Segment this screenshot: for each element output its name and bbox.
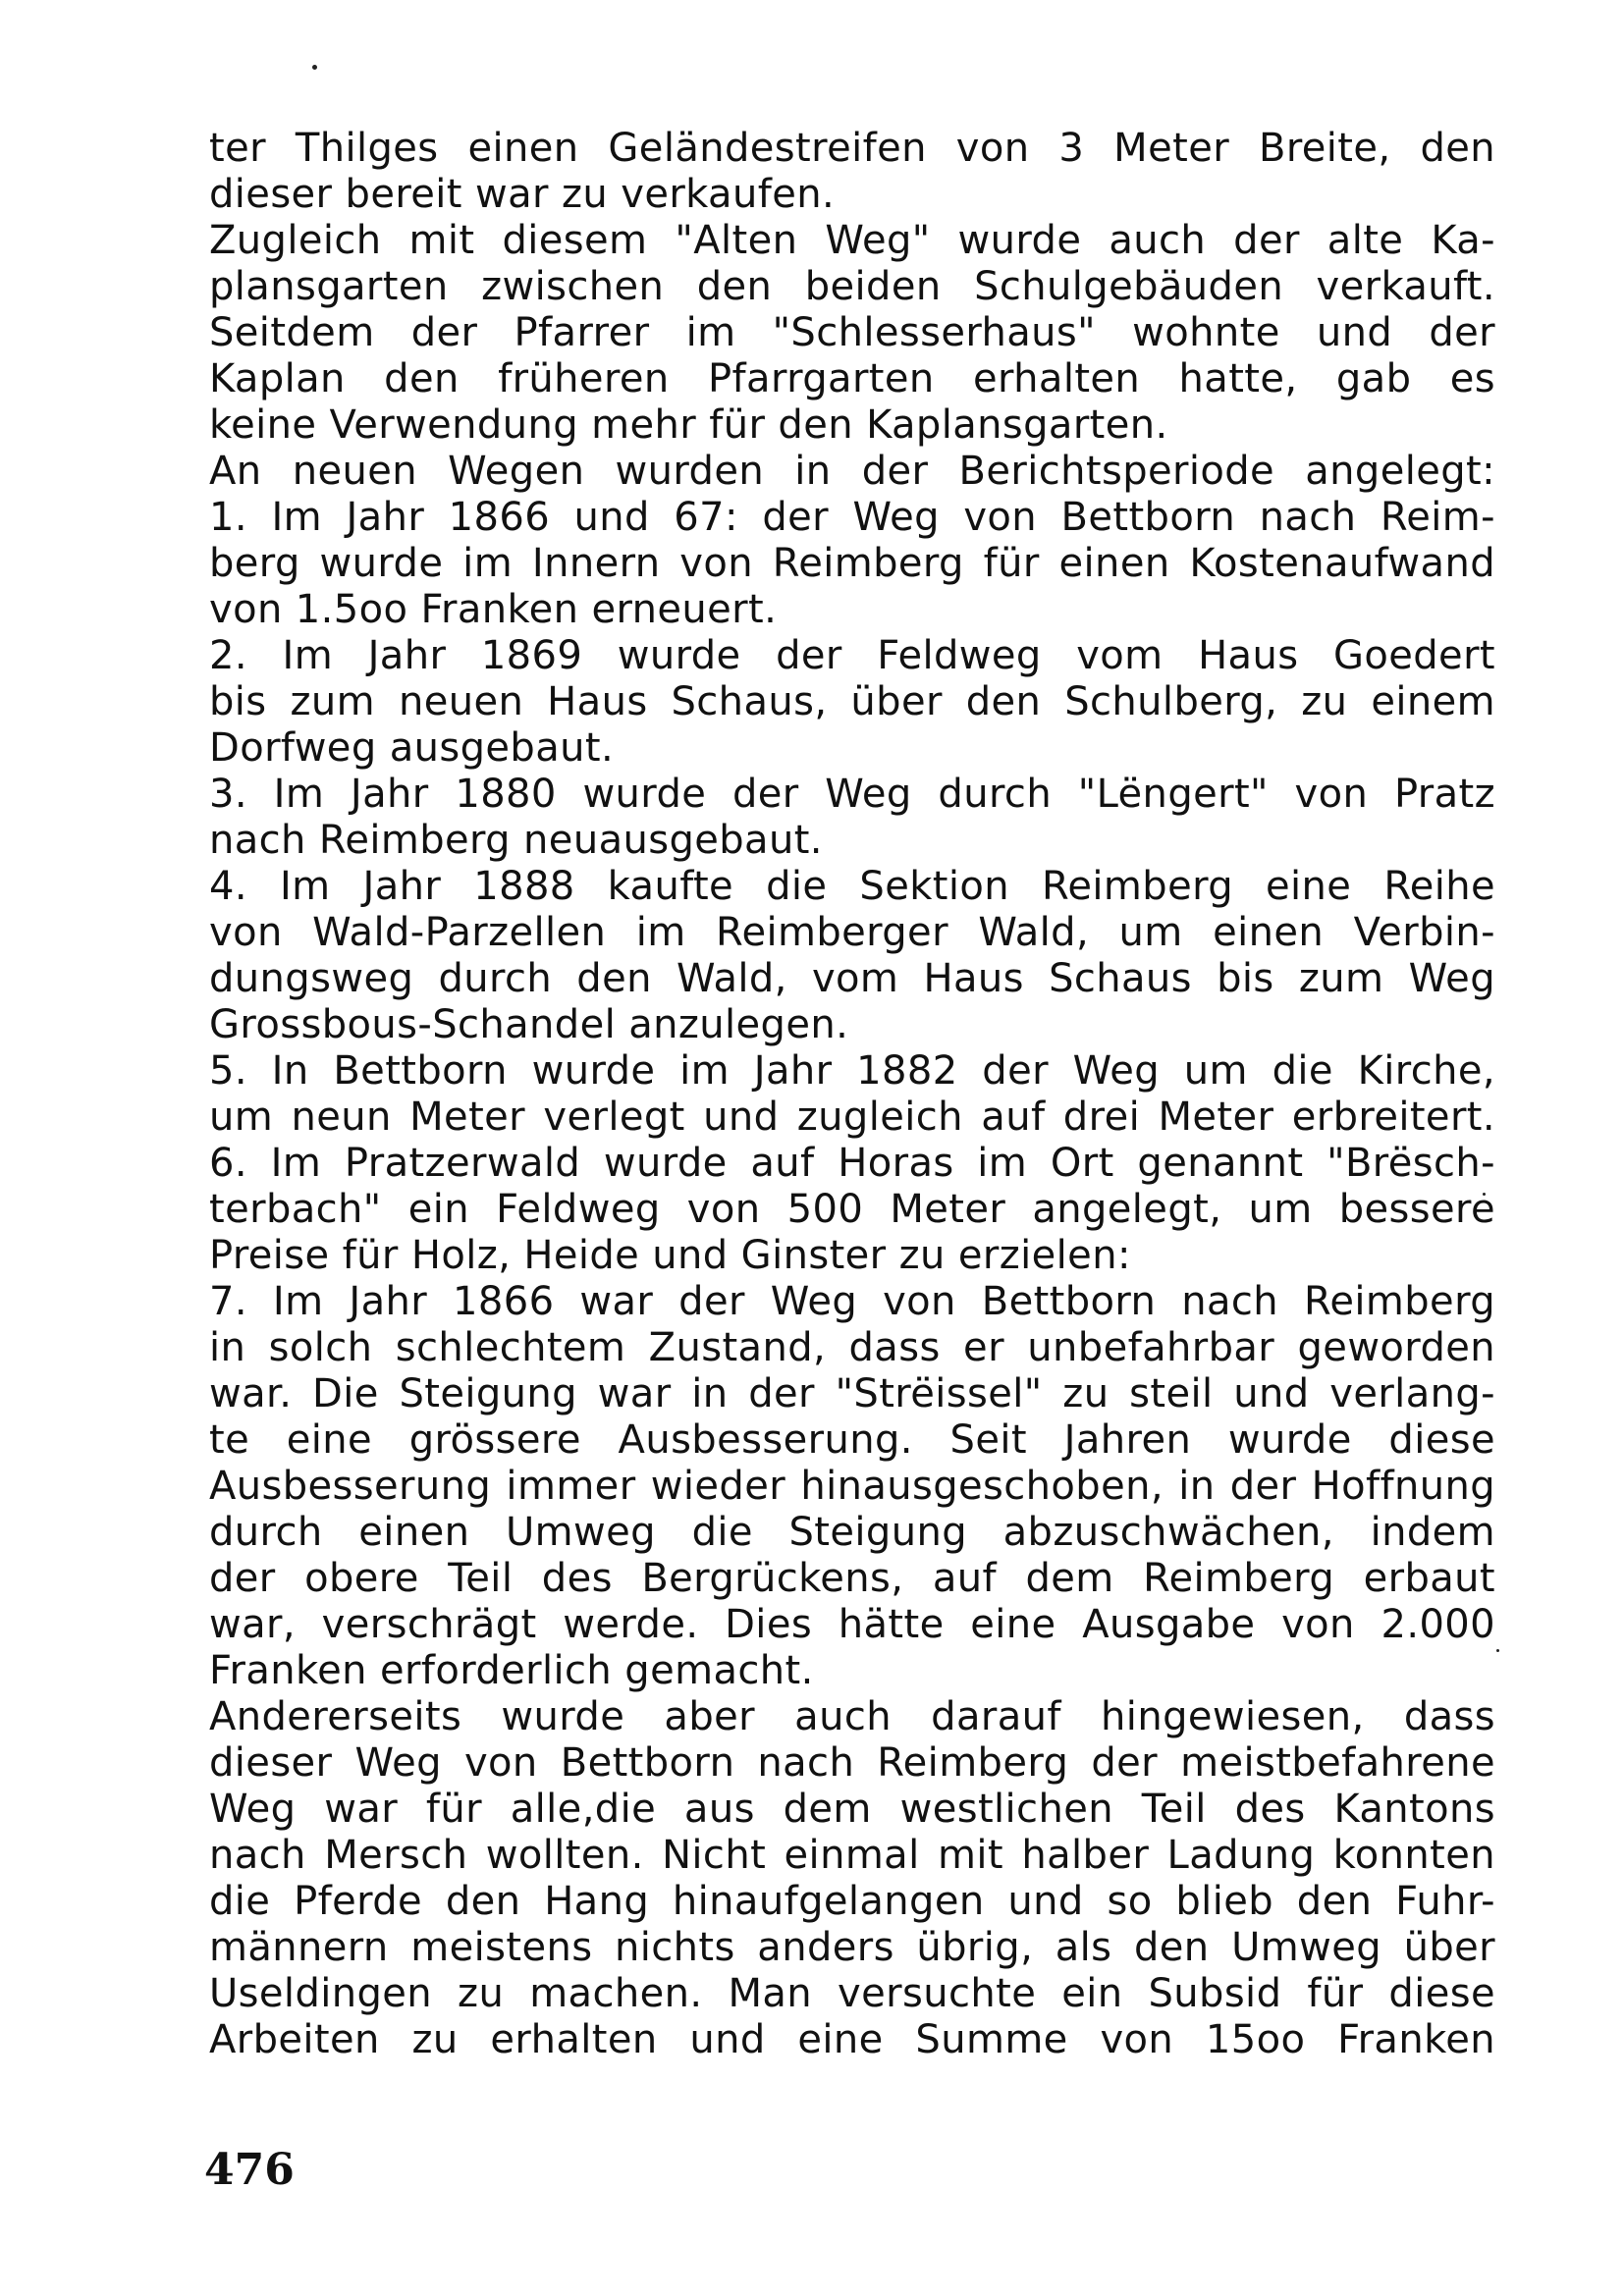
text-line: durch einen Umweg die Steigung abzuschwächen, indem (209, 1510, 1495, 1555)
text-line: männern meistens nichts anders übrig, als den Umweg über (209, 1925, 1495, 1970)
text-line: Arbeiten zu erhalten und eine Summe von 15oo Franken (209, 2017, 1495, 2062)
text-line: Grossbous-Schandel anzulegen. (209, 1002, 849, 1047)
text-line: nach Reimberg neuausgebaut. (209, 818, 823, 863)
speck-mark (1496, 1649, 1499, 1652)
text-line: dieser Weg von Bettborn nach Reimberg der meistbefahrene (209, 1740, 1495, 1786)
text-line: ter Thilges einen Geländestreifen von 3 Meter Breite, den (209, 126, 1495, 171)
speck-mark (312, 65, 317, 70)
text-line: keine Verwendung mehr für den Kaplansgarten. (209, 402, 1168, 448)
text-line: berg wurde im Innern von Reimberg für einen Kostenaufwand (209, 541, 1495, 586)
text-line: nach Mersch wollten. Nicht einmal mit halber Ladung konnten (209, 1833, 1495, 1878)
text-line: 4. Im Jahr 1888 kaufte die Sektion Reimberg eine Reihe (209, 864, 1495, 909)
text-line: Franken erforderlich gemacht. (209, 1648, 814, 1693)
text-line: te eine grössere Ausbesserung. Seit Jahren wurde diese (209, 1417, 1495, 1463)
text-line: 5. In Bettborn wurde im Jahr 1882 der Weg um die Kirche, (209, 1048, 1495, 1094)
text-line: die Pferde den Hang hinaufgelangen und so blieb den Fuhr- (209, 1879, 1495, 1924)
text-line: Preise für Holz, Heide und Ginster zu erzielen: (209, 1233, 1131, 1278)
text-line: dungsweg durch den Wald, vom Haus Schaus bis zum Weg (209, 956, 1495, 1001)
text-line: war, verschrägt werde. Dies hätte eine Ausgabe von 2.000 (209, 1602, 1495, 1647)
body-text (209, 126, 1495, 2063)
text-line: bis zum neuen Haus Schaus, über den Schulberg, zu einem (209, 679, 1495, 724)
text-line: 1. Im Jahr 1866 und 67: der Weg von Bettborn nach Reim- (209, 495, 1495, 540)
text-line: An neuen Wegen wurden in der Berichtsperiode angelegt: (209, 449, 1495, 494)
text-line: 6. Im Pratzerwald wurde auf Horas im Ort genannt "Brësch- (209, 1141, 1495, 1186)
text-line: plansgarten zwischen den beiden Schulgebäuden verkauft. (209, 264, 1495, 309)
text-line: 2. Im Jahr 1869 wurde der Feldweg vom Haus Goedert (209, 633, 1495, 678)
page-number: 476 (204, 2145, 295, 2195)
text-line: terbach" ein Feldweg von 500 Meter angelegt, um bessere (209, 1187, 1495, 1232)
text-line: um neun Meter verlegt und zugleich auf drei Meter erbreitert. (209, 1095, 1495, 1140)
text-line: in solch schlechtem Zustand, dass er unbefahrbar geworden (209, 1325, 1495, 1370)
text-line: 7. Im Jahr 1866 war der Weg von Bettborn nach Reimberg (209, 1279, 1495, 1324)
text-line: Weg war für alle,die aus dem westlichen Teil des Kantons (209, 1787, 1495, 1832)
text-line: von 1.5oo Franken erneuert. (209, 587, 778, 632)
text-line: Kaplan den früheren Pfarrgarten erhalten hatte, gab es (209, 356, 1495, 401)
text-line: Ausbesserung immer wieder hinausgeschoben, in der Hoffnung (209, 1464, 1495, 1509)
text-line: 3. Im Jahr 1880 wurde der Weg durch "Lëngert" von Pratz (209, 772, 1495, 817)
text-line: Useldingen zu machen. Man versuchte ein Subsid für diese (209, 1971, 1495, 2016)
text-line: Zugleich mit diesem "Alten Weg" wurde auch der alte Ka- (209, 218, 1495, 263)
text-line: war. Die Steigung war in der "Strëissel" zu steil und verlang- (209, 1371, 1495, 1416)
text-line: Andererseits wurde aber auch darauf hingewiesen, dass (209, 1694, 1495, 1739)
text-line: dieser bereit war zu verkaufen. (209, 172, 836, 217)
text-line: Dorfweg ausgebaut. (209, 725, 615, 771)
text-line: von Wald-Parzellen im Reimberger Wald, um einen Verbin- (209, 910, 1495, 955)
text-line: der obere Teil des Bergrückens, auf dem Reimberg erbaut (209, 1556, 1495, 1601)
text-line: Seitdem der Pfarrer im "Schlesserhaus" wohnte und der (209, 310, 1495, 355)
